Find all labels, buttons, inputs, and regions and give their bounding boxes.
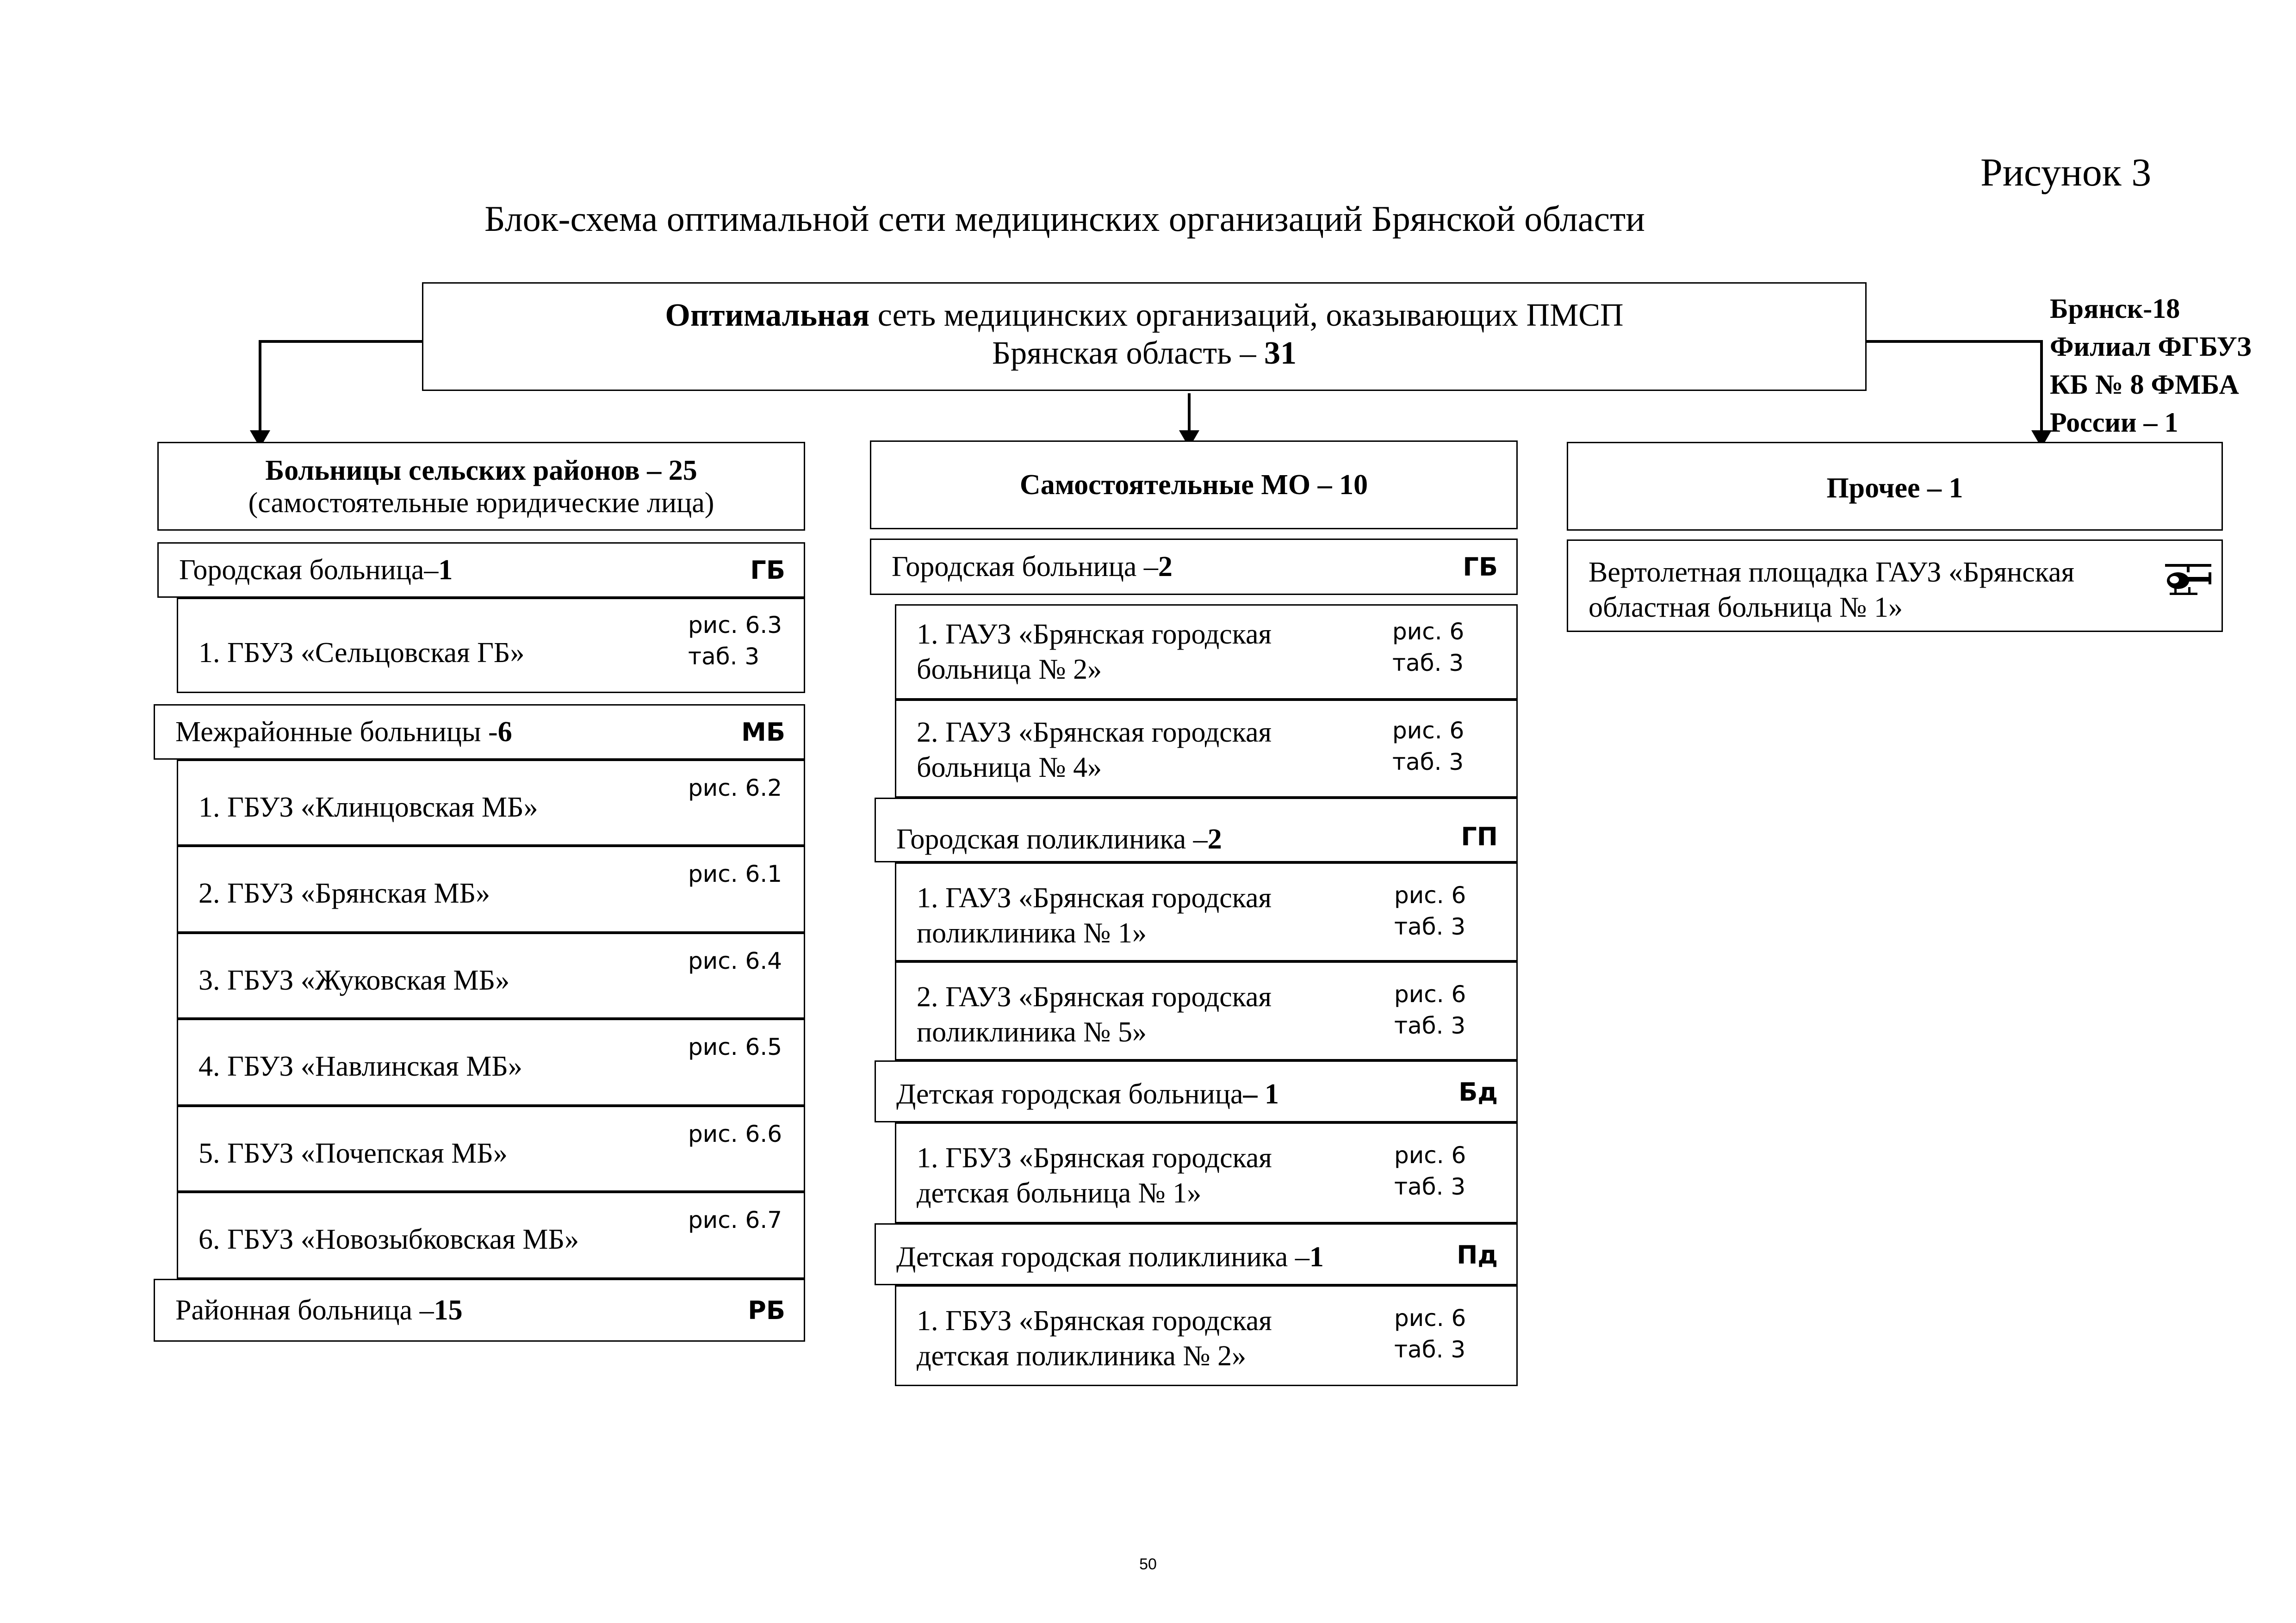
group-code: Бд <box>1458 1078 1498 1107</box>
list-item <box>177 598 805 693</box>
group-count: 1 <box>438 554 453 586</box>
list-item <box>895 604 1518 700</box>
group-label: Детская городская поликлиника – <box>896 1241 1309 1273</box>
item-line: областная больница № 1» <box>1589 592 1903 623</box>
top-box <box>422 282 1867 391</box>
ref-figure: рис. 6 <box>1392 618 1464 645</box>
item-text: 5. ГБУЗ «Почепская МБ» <box>199 1138 508 1169</box>
side-note-line: Филиал ФГБУЗ <box>2050 331 2252 362</box>
top-box-count: 31 <box>1264 335 1297 371</box>
ref-figure: рис. 6 <box>1394 1142 1466 1169</box>
list-item <box>177 760 805 846</box>
item-text: 6. ГБУЗ «Новозыбковская МБ» <box>199 1224 579 1255</box>
group-count: 15 <box>434 1294 463 1326</box>
item-text: 1. ГБУЗ «Клинцовская МБ» <box>199 792 538 823</box>
side-note-line: России – 1 <box>2050 407 2178 438</box>
category-title: Больницы сельских районов – 25 <box>265 455 697 486</box>
ref-figure: рис. 6.1 <box>688 861 782 887</box>
group-label: Городская больница – <box>892 551 1158 582</box>
list-item <box>177 1192 805 1279</box>
item-line: больница № 2» <box>917 654 1102 685</box>
category-rural-hospitals <box>157 442 805 531</box>
item-ref <box>1392 715 1464 778</box>
ref-table: таб. 3 <box>688 643 760 670</box>
group-label: Районная больница – <box>175 1294 434 1326</box>
group-code: МБ <box>741 717 785 747</box>
top-box-line2 <box>423 335 1865 372</box>
item-line: поликлиника № 1» <box>917 917 1147 949</box>
item-ref <box>1394 880 1466 942</box>
group-header-gp <box>875 798 1518 862</box>
category-independent-mo <box>870 440 1518 529</box>
group-header-bd <box>875 1060 1518 1122</box>
ref-figure: рис. 6.3 <box>688 612 782 638</box>
category-title: Прочее – 1 <box>1826 472 1963 504</box>
item-line: детская поликлиника № 2» <box>917 1340 1247 1372</box>
group-label: Детская городская больница <box>896 1078 1243 1110</box>
side-note-line: КБ № 8 ФМБА <box>2050 369 2239 400</box>
side-note <box>2050 290 2252 441</box>
group-label: Городская больница– <box>179 554 439 586</box>
item-ref <box>688 1118 782 1150</box>
list-item <box>895 1122 1518 1223</box>
item-line: 2. ГАУЗ «Брянская городская <box>917 717 1272 748</box>
group-header-pd <box>875 1223 1518 1285</box>
item-line: 1. ГАУЗ «Брянская городская <box>917 619 1272 650</box>
connector-right <box>1865 341 2042 442</box>
group-code: ГП <box>1461 822 1498 851</box>
ref-figure: рис. 6 <box>1394 981 1466 1008</box>
top-box-line1 <box>423 297 1865 335</box>
list-item <box>1567 539 2223 632</box>
item-ref <box>1394 979 1466 1041</box>
top-box-rest: сеть медицинских организаций, оказывающих ПМСП <box>869 297 1624 333</box>
group-header-gb-city <box>870 539 1518 595</box>
ref-figure: рис. 6.2 <box>688 774 782 801</box>
item-line: 1. ГБУЗ «Брянская городская <box>917 1142 1272 1174</box>
group-code: ГБ <box>750 555 785 585</box>
item-ref <box>688 858 782 890</box>
list-item <box>895 700 1518 798</box>
item-line: поликлиника № 5» <box>917 1016 1147 1048</box>
group-header-gb <box>157 542 805 598</box>
item-text: 2. ГБУЗ «Брянская МБ» <box>199 878 490 909</box>
group-count: – 1 <box>1243 1078 1279 1110</box>
ref-table: таб. 3 <box>1392 749 1464 775</box>
group-label: Городская поликлиника – <box>896 823 1208 855</box>
list-item <box>177 1106 805 1192</box>
item-line: 1. ГБУЗ «Брянская городская <box>917 1305 1272 1337</box>
ref-table: таб. 3 <box>1394 1012 1466 1039</box>
ref-figure: рис. 6 <box>1394 1305 1466 1332</box>
category-title: Самостоятельные МО – 10 <box>1019 469 1368 501</box>
list-item <box>177 846 805 933</box>
item-ref <box>688 1204 782 1236</box>
ref-figure: рис. 6.5 <box>688 1034 782 1060</box>
item-line: больница № 4» <box>917 752 1102 783</box>
group-count: 2 <box>1158 551 1173 582</box>
ref-figure: рис. 6.7 <box>688 1207 782 1233</box>
list-item <box>895 862 1518 961</box>
ref-table: таб. 3 <box>1394 1336 1466 1363</box>
item-line: 1. ГАУЗ «Брянская городская <box>917 882 1272 914</box>
ref-figure: рис. 6 <box>1394 882 1466 909</box>
ref-figure: рис. 6 <box>1392 717 1464 744</box>
list-item <box>895 1285 1518 1386</box>
item-line: детская больница № 1» <box>917 1177 1202 1209</box>
ref-table: таб. 3 <box>1392 650 1464 676</box>
helicopter-icon <box>2160 560 2216 615</box>
top-box-bold: Оптимальная <box>665 297 870 333</box>
item-text: 1. ГБУЗ «Сельцовская ГБ» <box>199 637 525 669</box>
group-count: 6 <box>497 716 512 748</box>
ref-table: таб. 3 <box>1394 1173 1466 1200</box>
item-ref <box>1394 1302 1466 1365</box>
side-note-line: Брянск-18 <box>2050 293 2180 324</box>
item-text: 4. ГБУЗ «Навлинская МБ» <box>199 1051 522 1082</box>
connector-left <box>260 341 422 442</box>
group-header-rb <box>154 1279 805 1342</box>
item-ref <box>1392 616 1464 679</box>
group-code: РБ <box>748 1295 785 1325</box>
category-other <box>1567 442 2223 531</box>
item-ref <box>688 945 782 977</box>
group-count: 1 <box>1309 1241 1324 1273</box>
list-item <box>177 1019 805 1106</box>
page-title-text: Блок-схема оптимальной сети медицинских организаций Брянской области <box>484 198 1645 239</box>
list-item <box>177 933 805 1019</box>
item-line: Вертолетная площадка ГАУЗ «Брянская <box>1589 557 2075 588</box>
category-subtitle: (самостоятельные юридические лица) <box>248 487 714 519</box>
ref-figure: рис. 6.6 <box>688 1121 782 1147</box>
item-ref <box>688 1031 782 1063</box>
item-ref <box>688 772 782 804</box>
item-text: 3. ГБУЗ «Жуковская МБ» <box>199 965 510 996</box>
group-header-mb <box>154 704 805 760</box>
group-label: Межрайонные больницы - <box>175 716 498 748</box>
figure-label: Рисунок 3 <box>1980 150 2152 194</box>
ref-table: таб. 3 <box>1394 913 1466 940</box>
page-number: 50 <box>1139 1555 1157 1573</box>
item-line: 2. ГАУЗ «Брянская городская <box>917 981 1272 1013</box>
item-ref <box>1394 1140 1466 1202</box>
group-count: 2 <box>1207 823 1222 855</box>
group-code: Пд <box>1457 1240 1498 1270</box>
list-item <box>895 961 1518 1060</box>
group-code: ГБ <box>1463 552 1498 582</box>
item-ref <box>688 609 782 672</box>
ref-figure: рис. 6.4 <box>688 948 782 974</box>
top-box-region: Брянская область – <box>992 335 1265 371</box>
